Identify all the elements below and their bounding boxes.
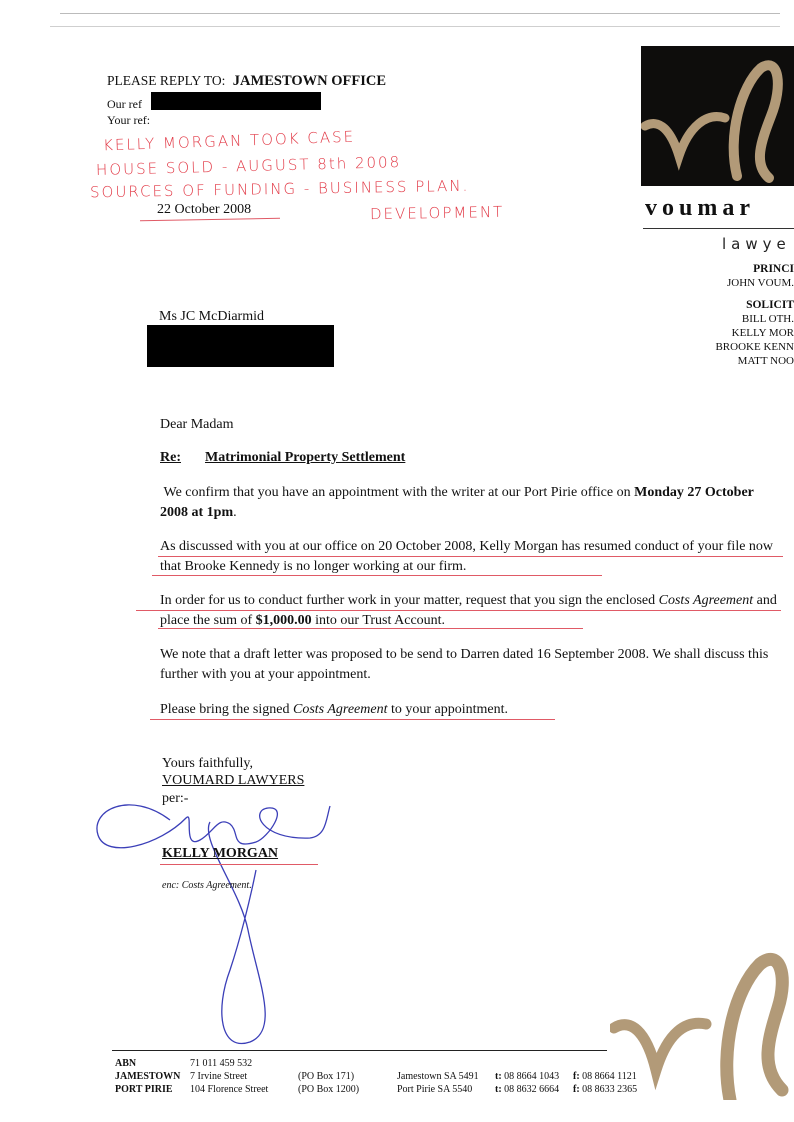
handwritten-note-3: SOURCES OF FUNDING - BUSINESS PLAN. <box>89 176 470 202</box>
re-label: Re: <box>160 450 181 465</box>
partners-list <box>715 262 794 368</box>
closing: Yours faithfully, <box>162 756 254 771</box>
office-fax <box>573 1083 637 1096</box>
p3-end: into our Trust Account. <box>311 613 446 628</box>
fax-label: f: <box>573 1071 580 1082</box>
p1-end: . <box>233 505 237 520</box>
re-line <box>160 450 405 466</box>
office-town: Port Pirie SA 5540 <box>397 1084 473 1095</box>
your-ref-label: Your ref: <box>107 113 151 127</box>
office-po: (PO Box 171) <box>298 1071 355 1082</box>
abn-value: 71 011 459 532 <box>190 1058 253 1069</box>
brand-rule <box>643 228 794 229</box>
phone-value: 08 8664 1043 <box>504 1071 560 1082</box>
p5-end: to your appointment. <box>387 702 509 717</box>
office-street: 7 Irvine Street <box>190 1071 248 1082</box>
office-town: Jamestown SA 5491 <box>397 1071 479 1082</box>
paragraph-3 <box>160 591 780 631</box>
phone-label: t: <box>495 1084 502 1095</box>
paragraph-1 <box>160 483 780 523</box>
fax-value: 08 8633 2365 <box>582 1084 638 1095</box>
handwritten-note-2: HOUSE SOLD - AUGUST 8th 2008 <box>95 153 402 179</box>
p5-text: Please bring the signed <box>160 702 293 717</box>
footer-logo-mark <box>610 940 794 1100</box>
redaction-address <box>147 325 334 367</box>
signer-name: KELLY MORGAN <box>162 846 279 861</box>
per-label: per:- <box>162 791 189 806</box>
letter-date: 22 October 2008 <box>157 202 252 217</box>
p3-underline-1 <box>136 610 781 611</box>
reply-prefix: PLEASE REPLY TO: <box>107 73 226 88</box>
reply-to <box>107 73 386 90</box>
firm-logo <box>641 46 794 186</box>
reply-office: JAMESTOWN OFFICE <box>232 73 387 89</box>
handwritten-note-1: KELLY MORGAN TOOK CASE <box>102 127 356 155</box>
p1-text: We confirm that you have an appointment with the writer at our Port Pirie office on <box>163 485 635 500</box>
solicitors-heading: SOLICIT <box>746 299 794 311</box>
redaction-our-ref <box>151 92 321 110</box>
principal-heading: PRINCI <box>753 263 794 275</box>
solicitor-item: KELLY MOR <box>731 327 794 339</box>
abn-label: ABN <box>115 1058 137 1069</box>
office-name: PORT PIRIE <box>115 1084 173 1095</box>
office-street: 104 Florence Street <box>190 1084 269 1095</box>
fax-value: 08 8664 1121 <box>582 1071 637 1082</box>
handwritten-signature <box>90 780 350 1060</box>
office-phone <box>495 1083 559 1096</box>
top-scan-line <box>60 13 780 14</box>
office-phone <box>495 1070 559 1083</box>
p3-amount: $1,000.00 <box>255 613 312 628</box>
p3-text: In order for us to conduct further work in your matter, request that you sign the enclosed <box>160 593 659 608</box>
date-underline <box>140 218 280 221</box>
firm-brand: voumar <box>645 195 755 221</box>
p1-bold: Monday 27 October 2008 at 1pm <box>160 485 754 520</box>
solicitor-item: BROOKE KENN <box>715 341 794 353</box>
solicitor-item: MATT NOO <box>737 355 794 367</box>
p2-underline-1 <box>158 556 783 557</box>
solicitor-item: BILL OTH. <box>741 313 794 325</box>
signer-underline <box>160 864 318 865</box>
office-fax <box>573 1070 637 1083</box>
re-subject: Matrimonial Property Settlement <box>205 450 406 465</box>
logo-vl-mark <box>641 46 794 186</box>
phone-label: t: <box>495 1071 502 1082</box>
footer-rule <box>112 1050 607 1051</box>
addressee-name: Ms JC McDiarmid <box>159 309 264 324</box>
top-scan-line-2 <box>50 26 780 27</box>
p3-italic: Costs Agreement <box>658 593 754 608</box>
fax-label: f: <box>573 1084 580 1095</box>
enclosure-note: enc: Costs Agreement. <box>162 880 252 891</box>
our-ref-label: Our ref <box>107 97 142 111</box>
p2-underline-2 <box>152 575 602 576</box>
principal-name: JOHN VOUM. <box>726 277 794 289</box>
p5-italic: Costs Agreement <box>292 702 388 717</box>
paragraph-5 <box>160 700 780 720</box>
office-po: (PO Box 1200) <box>298 1084 360 1095</box>
paragraph-2: As discussed with you at our office on 20 October 2008, Kelly Morgan has resumed conduct of your file now that Brooke Kennedy is no longer working at our firm. <box>160 539 774 574</box>
handwritten-note-4: DEVELOPMENT <box>369 202 505 224</box>
paragraph-4: We note that a draft letter was proposed to be send to Darren dated 16 September 2008. We shall discuss this further with you at your appointment. <box>160 647 769 682</box>
p5-underline <box>150 719 555 720</box>
salutation: Dear Madam <box>160 417 234 432</box>
p3-text-2: and place the sum of <box>160 593 777 628</box>
phone-value: 08 8632 6664 <box>504 1084 560 1095</box>
firm-name: VOUMARD LAWYERS <box>162 773 305 788</box>
p3-underline-2 <box>158 628 583 629</box>
office-name: JAMESTOWN <box>115 1071 181 1082</box>
firm-brand-sub: lawye <box>722 235 791 253</box>
